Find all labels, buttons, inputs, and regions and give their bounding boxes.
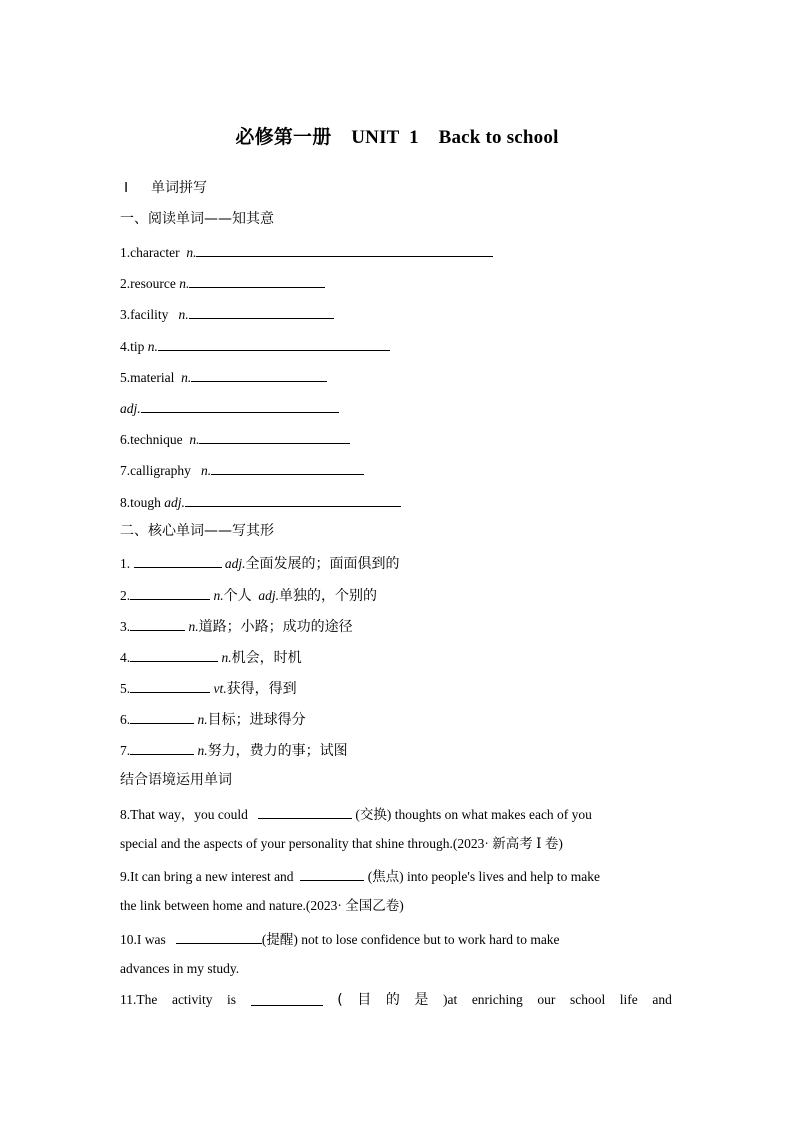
list-item: 6.technique n. [120,429,350,449]
answer-blank[interactable] [130,740,194,755]
question-11-line1: 11.The activity is ( 目 的 是 )at enriching our school life and [120,992,672,1008]
list-item: 1.character n. [120,242,493,262]
list-item: 5. vt.获得，得到 [120,678,297,698]
list-item: adj. [120,398,339,418]
answer-blank[interactable] [158,336,390,351]
part1-heading: 一、阅读单词——知其意 [120,211,274,227]
answer-blank[interactable] [130,647,218,662]
question-8-line2: special and the aspects of your personality that shine through.(2023· 新高考 Ⅰ 卷) [120,836,563,851]
list-item: 7. n.努力，费力的事；试图 [120,740,348,760]
list-item: 1. adj.全面发展的；面面俱到的 [120,553,400,573]
question-10-line1: 10.I was (提醒) not to lose confidence but to work hard to make [120,929,560,949]
list-item: 3.facility n. [120,304,334,324]
answer-blank[interactable] [191,367,327,382]
section-title: 单词拼写 [151,180,208,196]
section-roman: Ⅰ [124,181,129,196]
answer-blank[interactable] [141,398,339,413]
answer-blank[interactable] [185,492,401,507]
answer-blank[interactable] [251,991,323,1006]
context-heading: 结合语境运用单词 [120,772,232,788]
answer-blank[interactable] [189,304,334,319]
page-title: 必修第一册 UNIT 1 Back to school [235,127,559,148]
list-item: 4. n.机会，时机 [120,647,302,667]
list-item: 3. n.道路；小路；成功的途径 [120,616,353,636]
list-item: 4.tip n. [120,336,390,356]
answer-blank[interactable] [199,429,350,444]
question-9-line1: 9.It can bring a new interest and (焦点) into people's lives and help to make [120,866,600,886]
answer-blank[interactable] [130,709,194,724]
question-10-line2: advances in my study. [120,961,240,976]
list-item: 2. n.个人 adj.单独的，个别的 [120,585,377,605]
list-item: 8.tough adj. [120,492,401,512]
answer-blank[interactable] [196,242,493,257]
answer-blank[interactable] [130,678,210,693]
answer-blank[interactable] [211,460,364,475]
section-heading [124,179,207,198]
question-8-line1: 8.That way，you could (交换) thoughts on what makes each of you [120,804,592,824]
answer-blank[interactable] [300,866,364,881]
question-9-line2: the link between home and nature.(2023· 全国乙卷) [120,898,404,913]
part2-heading: 二、核心单词——写其形 [120,523,274,539]
answer-blank[interactable] [189,273,325,288]
answer-blank[interactable] [258,804,352,819]
answer-blank[interactable] [176,929,262,944]
list-item: 6. n.目标；进球得分 [120,709,306,729]
answer-blank[interactable] [130,585,210,600]
list-item: 7.calligraphy n. [120,460,364,480]
list-item: 2.resource n. [120,273,325,293]
answer-blank[interactable] [130,616,185,631]
list-item: 5.material n. [120,367,327,387]
answer-blank[interactable] [134,553,222,568]
